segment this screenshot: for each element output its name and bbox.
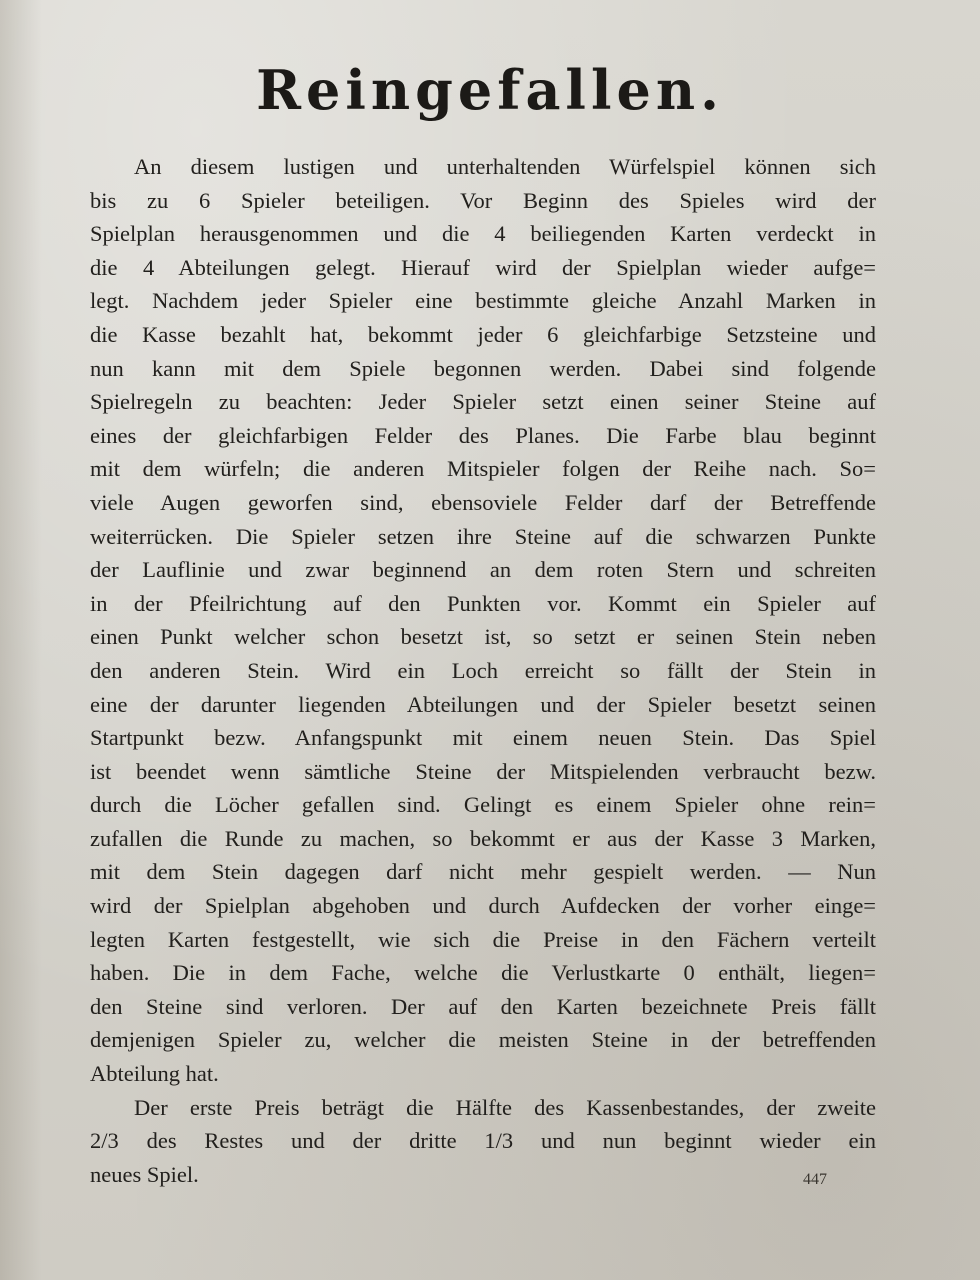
text-line: weiterrücken. Die Spieler setzen ihre Steine auf die schwarzen Punkte (90, 523, 876, 549)
page-title: Reingefallen. (256, 58, 724, 122)
text-line: bis zu 6 Spieler beteiligen. Vor Beginn des Spieles wird der (90, 187, 876, 213)
text-line: mit dem würfeln; die anderen Mitspieler folgen der Reihe nach. So= (90, 456, 876, 482)
text-line: 2/3 des Restes und der dritte 1/3 und nun beginnt wieder ein (90, 1128, 876, 1154)
text-line: haben. Die in dem Fache, welche die Verlustkarte 0 enthält, liegen= (90, 960, 876, 986)
text-line: Der erste Preis beträgt die Hälfte des Kassenbestandes, der zweite (134, 1094, 876, 1120)
text-line: nun kann mit dem Spiele begonnen werden. Dabei sind folgende (90, 355, 876, 381)
text-line: Startpunkt bezw. Anfangspunkt mit einem neuen Stein. Das Spiel (90, 725, 876, 751)
text-line: der Lauflinie und zwar beginnend an dem roten Stern und schreiten (90, 557, 876, 583)
page-number: 447 (803, 1171, 827, 1188)
text-line: legten Karten festgestellt, wie sich die Preise in den Fächern verteilt (90, 926, 876, 952)
text-line: in der Pfeilrichtung auf den Punkten vor. Kommt ein Spieler auf (90, 590, 876, 616)
text-line: den Steine sind verloren. Der auf den Karten bezeichnete Preis fällt (90, 993, 876, 1019)
text-line: ist beendet wenn sämtliche Steine der Mitspielenden verbraucht bezw. (90, 758, 876, 784)
page-edge-shadow (0, 0, 42, 1280)
text-line: durch die Löcher gefallen sind. Gelingt es einem Spieler ohne rein= (90, 792, 876, 818)
text-line: Abteilung hat. (90, 1061, 219, 1087)
text-line: viele Augen geworfen sind, ebensoviele Felder darf der Betreffende (90, 489, 876, 515)
text-line: legt. Nachdem jeder Spieler eine bestimmte gleiche Anzahl Marken in (90, 288, 876, 314)
text-line: demjenigen Spieler zu, welcher die meisten Steine in der betreffenden (90, 1027, 876, 1053)
body-text (90, 150, 876, 1191)
text-line: einen Punkt welcher schon besetzt ist, so setzt er seinen Stein neben (90, 624, 876, 650)
text-line: Spielplan herausgenommen und die 4 beiliegenden Karten verdeckt in (90, 221, 876, 247)
text-line: eine der darunter liegenden Abteilungen und der Spieler besetzt seinen (90, 691, 876, 717)
text-line: den anderen Stein. Wird ein Loch erreicht so fällt der Stein in (90, 657, 876, 683)
text-line: die Kasse bezahlt hat, bekommt jeder 6 gleichfarbige Setzsteine und (90, 321, 876, 347)
text-line: eines der gleichfarbigen Felder des Planes. Die Farbe blau beginnt (90, 422, 876, 448)
text-line: wird der Spielplan abgehoben und durch Aufdecken der vorher einge= (90, 893, 876, 919)
text-line: neues Spiel. (90, 1161, 199, 1187)
text-line: Spielregeln zu beachten: Jeder Spieler setzt einen seiner Steine auf (90, 389, 876, 415)
text-line: An diesem lustigen und unterhaltenden Würfelspiel können sich (134, 154, 876, 179)
text-line: mit dem Stein dagegen darf nicht mehr gespielt werden. — Nun (90, 859, 876, 885)
text-line: zufallen die Runde zu machen, so bekommt er aus der Kasse 3 Marken, (90, 825, 876, 851)
text-line: die 4 Abteilungen gelegt. Hierauf wird der Spielplan wieder aufge= (90, 254, 876, 280)
